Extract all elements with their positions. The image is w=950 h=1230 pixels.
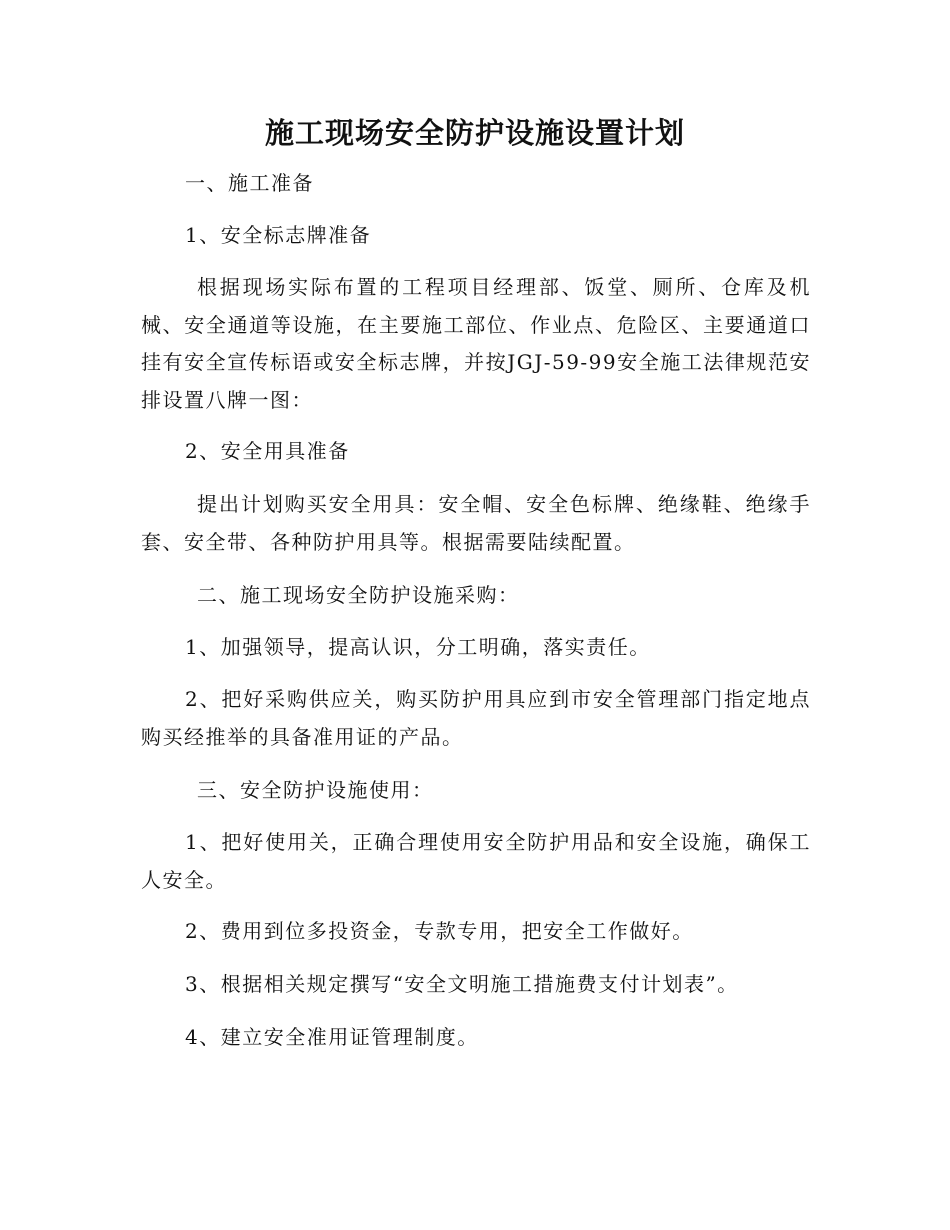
paragraph-safety-signs: 根据现场实际布置的工程项目经理部、饭堂、厕所、仓库及机械、安全通道等设施，在主要施工部位、作业点、危险区、主要通道口挂有安全宣传标语或安全标志牌，并按JGJ-59-99安全施工法律规范安排设置八牌一图： (141, 275, 811, 412)
section-heading-procurement: 二、施工现场安全防护设施采购： (197, 583, 520, 607)
subheading-safety-equipment: 2、安全用具准备 (185, 439, 350, 463)
paragraph-usage-2: 2、费用到位多投资金，专款专用，把安全工作做好。 (185, 919, 694, 943)
paragraph-safety-equipment: 提出计划购买安全用具：安全帽、安全色标牌、绝缘鞋、绝缘手套、安全带、各种防护用具等。根据需要陆续配置。 (141, 492, 811, 554)
paragraph-usage-4: 4、建立安全准用证管理制度。 (185, 1025, 479, 1049)
subheading-safety-signs: 1、安全标志牌准备 (185, 223, 372, 247)
paragraph-usage-3: 3、根据相关规定撰写“安全文明施工措施费支付计划表”。 (185, 972, 739, 996)
paragraph-procurement-2: 2、把好采购供应关，购买防护用具应到市安全管理部门指定地点购买经推举的具备准用证的产品。 (141, 687, 811, 749)
paragraph-procurement-1: 1、加强领导，提高认识，分工明确，落实责任。 (185, 635, 651, 659)
section-heading-preparation: 一、施工准备 (185, 171, 314, 195)
paragraph-usage-1: 1、把好使用关，正确合理使用安全防护用品和安全设施，确保工人安全。 (141, 830, 811, 892)
document-title: 施工现场安全防护设施设置计划 (264, 116, 685, 150)
section-heading-usage: 三、安全防护设施使用： (197, 778, 434, 802)
